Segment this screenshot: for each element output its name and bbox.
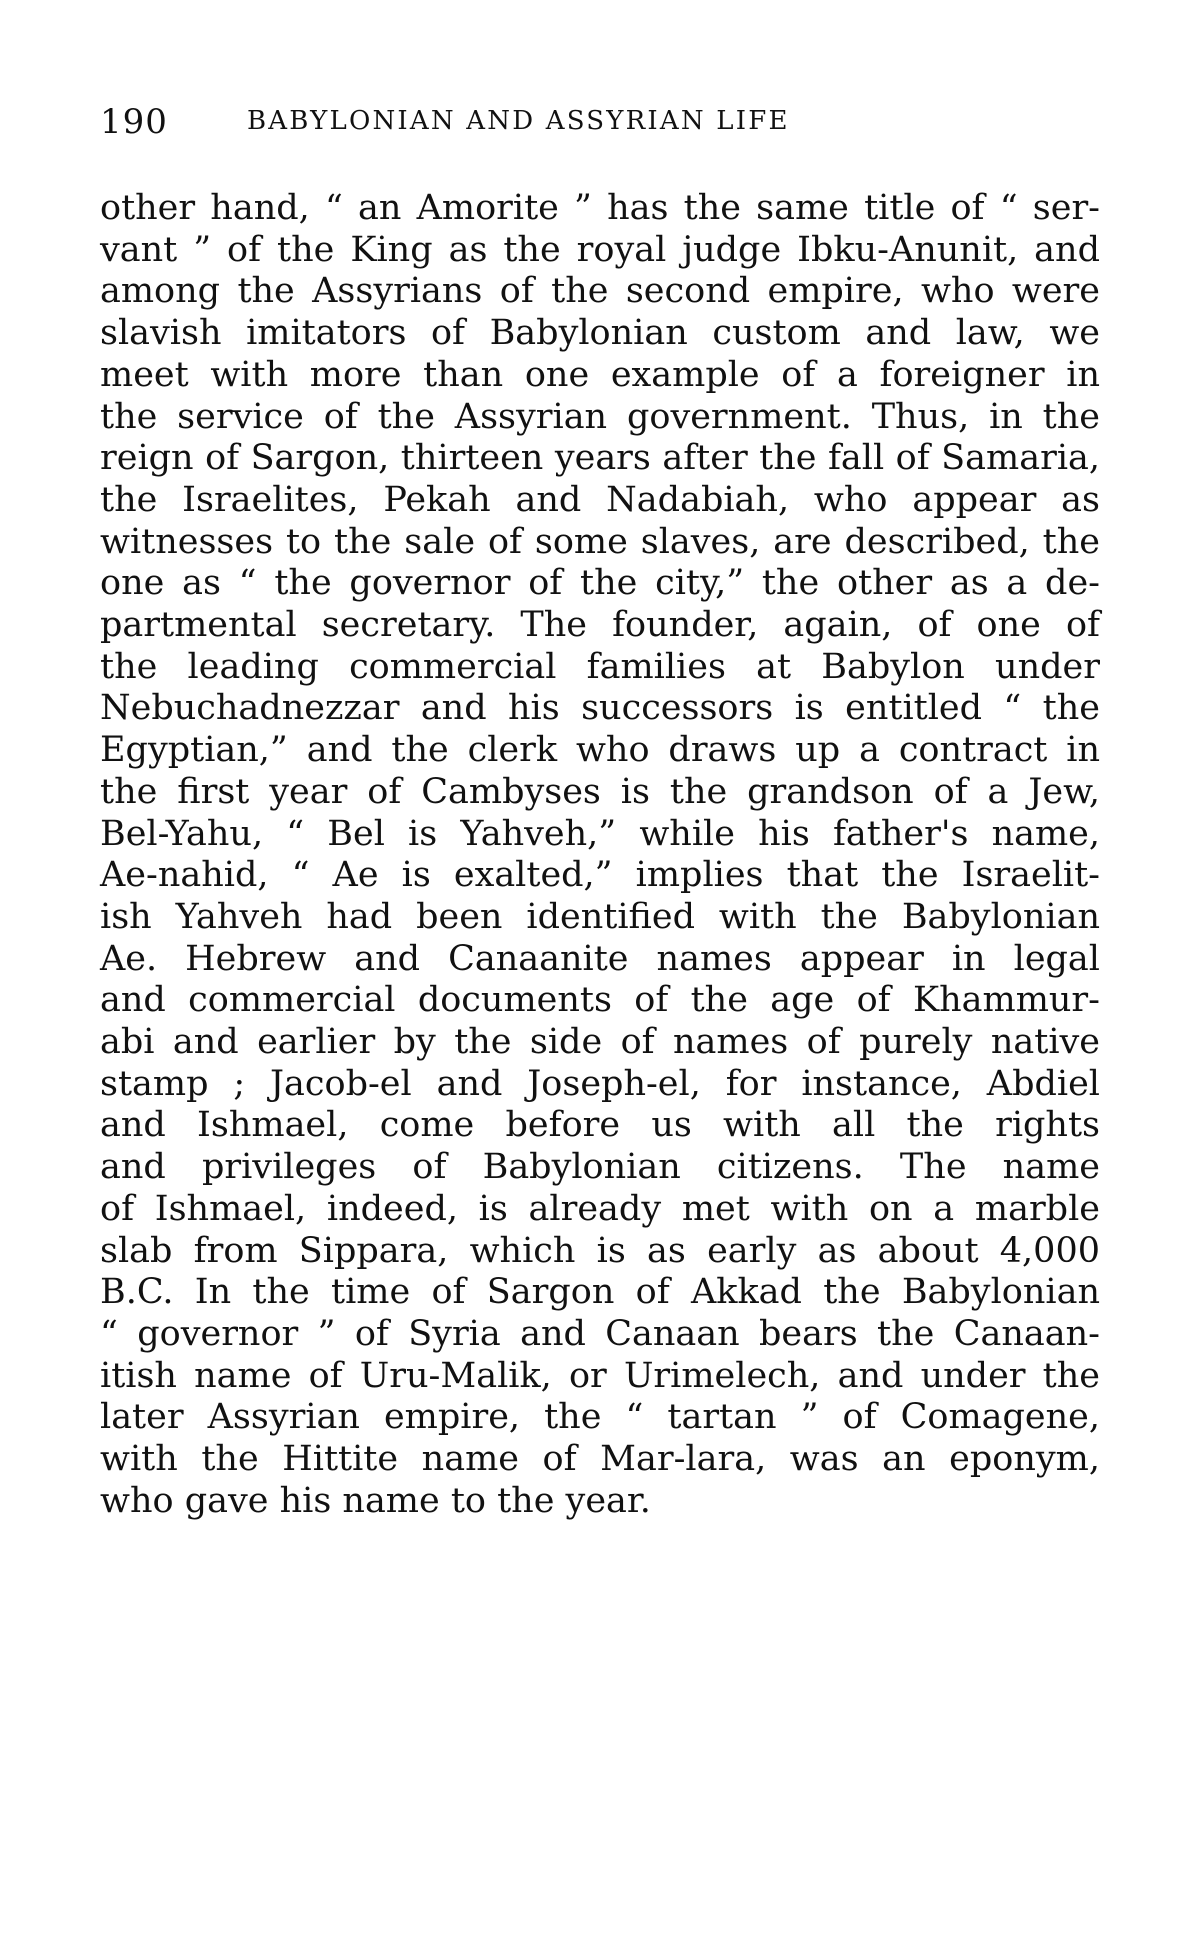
text-line: and Ishmael, come before us with all the rights — [100, 1105, 1100, 1146]
text-line: slab from Sippara, which is as early as about 4,000 — [100, 1230, 1100, 1271]
text-line: itish name of Uru-Malik, or Urimelech, and under the — [100, 1355, 1100, 1396]
text-line: and privileges of Babylonian citizens. The name — [100, 1147, 1100, 1188]
text-line: slavish imitators of Babylonian custom and law, we — [100, 313, 1100, 354]
text-line: Ae. Hebrew and Canaanite names appear in legal — [100, 938, 1100, 979]
text-line: “ governor ” of Syria and Canaan bears the Canaan- — [100, 1313, 1100, 1354]
page-number: 190 — [100, 102, 168, 142]
text-line: of Ishmael, indeed, is already met with on a marble — [100, 1188, 1100, 1229]
text-line: stamp ; Jacob-el and Joseph-el, for instance, Abdiel — [100, 1063, 1100, 1104]
text-line: among the Assyrians of the second empire, who were — [100, 271, 1100, 312]
text-line: later Assyrian empire, the “ tartan ” of Comagene, — [100, 1397, 1100, 1438]
text-line: reign of Sargon, thirteen years after the fall of Samaria, — [100, 438, 1100, 479]
text-line: who gave his name to the year. — [100, 1480, 651, 1521]
text-line: the service of the Assyrian government. Thus, in the — [100, 396, 1100, 437]
text-line: the Israelites, Pekah and Nadabiah, who appear as — [100, 479, 1100, 520]
text-line: partmental secretary. The founder, again, of one of — [100, 605, 1100, 645]
text-line: with the Hittite name of Mar-lara, was an eponym, — [100, 1439, 1100, 1479]
running-head — [100, 100, 1100, 140]
text-line: vant ” of the King as the royal judge Ibku-Anunit, and — [100, 229, 1100, 270]
running-title: BABYLONIAN AND ASSYRIAN LIFE — [247, 106, 790, 136]
text-line: witnesses to the sale of some slaves, are described, the — [100, 521, 1100, 562]
text-line: other hand, “ an Amorite ” has the same title of “ ser- — [100, 188, 1100, 228]
text-line: meet with more than one example of a foreigner in — [100, 354, 1100, 395]
text-line: ish Yahveh had been identified with the Babylonian — [100, 896, 1100, 937]
text-line: B.C. In the time of Sargon of Akkad the Babylonian — [100, 1272, 1100, 1313]
text-line: Nebuchadnezzar and his successors is entitled “ the — [100, 688, 1100, 729]
text-line: and commercial documents of the age of Khammur- — [100, 980, 1100, 1021]
text-line: the leading commercial families at Babylon under — [100, 646, 1100, 687]
text-line: one as “ the governor of the city,” the other as a de- — [100, 563, 1100, 604]
text-line: abi and earlier by the side of names of purely native — [100, 1022, 1100, 1062]
text-line: Egyptian,” and the clerk who draws up a contract in — [100, 730, 1100, 771]
text-line: Bel-Yahu, “ Bel is Yahveh,” while his father's name, — [100, 813, 1100, 854]
text-line: Ae-nahid, “ Ae is exalted,” implies that the Israelit- — [100, 855, 1100, 896]
text-line: the first year of Cambyses is the grandson of a Jew, — [100, 771, 1100, 812]
